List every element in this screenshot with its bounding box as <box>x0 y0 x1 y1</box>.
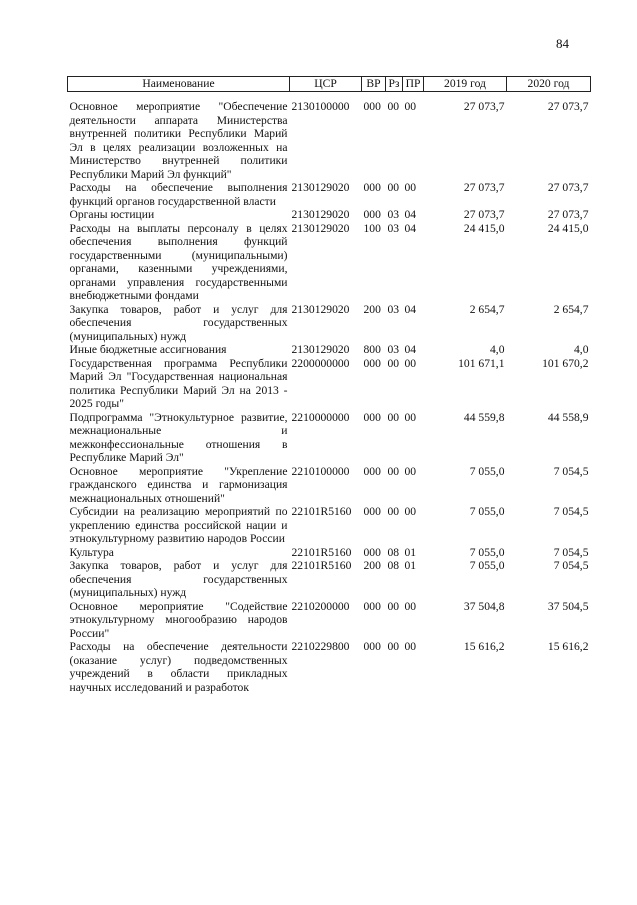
header-2019: 2019 год <box>424 77 507 92</box>
row-pr: 00 <box>404 181 417 194</box>
row-name: Иные бюджетные ассигнования <box>69 343 227 356</box>
row-2019: 27 073,7 <box>463 208 505 221</box>
row-2019: 27 073,7 <box>463 100 505 113</box>
table-row <box>68 505 591 546</box>
row-pr: 00 <box>404 100 417 113</box>
header-rz: Рз <box>386 77 403 92</box>
row-2020: 7 054,5 <box>553 464 589 478</box>
row-rz: 08 <box>387 545 400 559</box>
row-name: Государственная программа Республики Марий Эл "Государственная национальная политика Республики Марий Эл на 2013 - 2025 годы" <box>69 356 288 410</box>
row-pr: 00 <box>404 505 417 518</box>
page-number: 84 <box>556 36 569 51</box>
row-name: Расходы на обеспечение выполнения функций органов государственной власти <box>69 181 288 208</box>
table-row <box>68 303 591 344</box>
row-2020: 7 054,5 <box>553 559 589 572</box>
row-pr: 04 <box>404 208 417 221</box>
row-name: Культура <box>69 545 114 559</box>
header-csr: ЦСР <box>290 77 362 92</box>
row-csr: 2210200000 <box>291 599 350 613</box>
row-2019: 27 073,7 <box>463 181 505 194</box>
row-2020: 24 415,0 <box>547 221 589 235</box>
row-2020: 15 616,2 <box>547 640 589 653</box>
table-row <box>68 411 591 465</box>
row-name: Расходы на выплаты персоналу в целях обеспечения выполнения функций государственными (муниципальными) органами, казенными учреждениями, органами управления государственными внебюджетными фондами <box>69 221 288 302</box>
row-2020: 7 054,5 <box>553 545 589 559</box>
row-2019: 44 559,8 <box>463 410 505 424</box>
row-rz: 03 <box>387 302 400 316</box>
row-pr: 01 <box>404 559 417 572</box>
row-2019: 2 654,7 <box>469 302 505 316</box>
row-csr: 2130129020 <box>291 181 350 194</box>
row-rz: 00 <box>387 356 400 370</box>
row-pr: 04 <box>404 343 417 356</box>
row-name: Расходы на обеспечение деятельности (оказание услуг) подведомственных учреждений в области прикладных научных исследований и разработок <box>69 640 288 694</box>
row-name: Основное мероприятие "Укрепление гражданского единства и гармонизация межнациональных отношений" <box>69 464 288 505</box>
row-vr: 800 <box>363 343 381 356</box>
row-2020: 27 073,7 <box>547 208 589 221</box>
row-name: Органы юстиции <box>69 208 155 221</box>
budget-table <box>67 76 591 694</box>
row-pr: 00 <box>404 356 417 370</box>
row-2019: 24 415,0 <box>463 221 505 235</box>
row-2019: 37 504,8 <box>463 599 505 613</box>
table-row <box>68 357 591 411</box>
header-name: Наименование <box>68 77 290 92</box>
row-2019: 15 616,2 <box>463 640 505 653</box>
row-vr: 100 <box>363 221 381 235</box>
row-csr: 2130100000 <box>291 100 350 113</box>
row-rz: 08 <box>387 559 400 572</box>
row-vr: 000 <box>363 599 381 613</box>
row-pr: 00 <box>404 599 417 613</box>
row-csr: 2210000000 <box>291 410 350 424</box>
row-2020: 37 504,5 <box>547 599 589 613</box>
row-csr: 2210100000 <box>291 464 350 478</box>
table-body <box>68 92 591 695</box>
table-row <box>68 222 591 303</box>
row-rz: 00 <box>387 464 400 478</box>
row-vr: 000 <box>363 356 381 370</box>
row-name: Закупка товаров, работ и услуг для обеспечения государственных (муниципальных) нужд <box>69 559 288 599</box>
table-row <box>68 208 591 222</box>
row-vr: 000 <box>363 640 381 653</box>
row-2020: 101 670,2 <box>542 356 589 370</box>
row-csr: 2200000000 <box>291 356 350 370</box>
row-pr: 00 <box>404 410 417 424</box>
row-rz: 00 <box>387 181 400 194</box>
header-pr: ПР <box>403 77 424 92</box>
row-vr: 000 <box>363 100 381 113</box>
row-csr: 2130129020 <box>291 302 350 316</box>
table-row <box>68 600 591 641</box>
row-vr: 200 <box>363 559 381 572</box>
row-pr: 01 <box>404 545 417 559</box>
row-csr: 22101R5160 <box>291 505 352 518</box>
row-csr: 2210229800 <box>291 640 350 653</box>
row-pr: 00 <box>404 464 417 478</box>
row-pr: 04 <box>404 221 417 235</box>
row-name: Основное мероприятие "Обеспечение деятельности аппарата Министерства внутренней политики Республики Марий Эл в целях реализации возложенных на Министерство внутренней политики Республики Марий Эл функций" <box>69 100 288 181</box>
row-vr: 000 <box>363 181 381 194</box>
table-row <box>68 181 591 208</box>
row-rz: 00 <box>387 410 400 424</box>
row-name: Подпрограмма "Этнокультурное развитие, межнациональные и межконфессиональные отношения в Республике Марий Эл" <box>69 410 288 464</box>
row-name: Субсидии на реализацию мероприятий по укреплению единства российской нации и этнокультурному развитию народов России <box>69 505 288 545</box>
header-vr: ВР <box>362 77 386 92</box>
row-vr: 000 <box>363 505 381 518</box>
row-2020: 27 073,7 <box>547 181 589 194</box>
row-2019: 101 671,1 <box>458 356 505 370</box>
row-2019: 7 055,0 <box>469 559 505 572</box>
row-csr: 2130129020 <box>291 221 350 235</box>
row-csr: 2130129020 <box>291 343 350 356</box>
row-rz: 03 <box>387 221 400 235</box>
row-csr: 2130129020 <box>291 208 350 221</box>
row-name: Закупка товаров, работ и услуг для обеспечения государственных (муниципальных) нужд <box>69 302 288 343</box>
header-2020: 2020 год <box>507 77 591 92</box>
table-row <box>68 343 591 357</box>
row-2020: 44 558,9 <box>547 410 589 424</box>
row-vr: 000 <box>363 208 381 221</box>
table-row <box>68 465 591 506</box>
row-pr: 00 <box>404 640 417 653</box>
table-row <box>68 100 591 181</box>
row-2020: 27 073,7 <box>547 100 589 113</box>
row-rz: 00 <box>387 100 400 113</box>
row-vr: 200 <box>363 302 381 316</box>
row-vr: 000 <box>363 410 381 424</box>
row-2019: 7 055,0 <box>469 545 505 559</box>
table-row <box>68 640 591 694</box>
row-rz: 00 <box>387 640 400 653</box>
row-name: Основное мероприятие "Содействие этнокультурному многообразию народов России" <box>69 599 288 640</box>
row-csr: 22101R5160 <box>291 559 352 572</box>
row-vr: 000 <box>363 464 381 478</box>
row-vr: 000 <box>363 545 381 559</box>
table-row <box>68 559 591 600</box>
row-2020: 4,0 <box>574 343 589 356</box>
row-csr: 22101R5160 <box>291 545 352 559</box>
row-pr: 04 <box>404 302 417 316</box>
table-header <box>68 77 591 92</box>
row-2019: 4,0 <box>490 343 505 356</box>
row-rz: 00 <box>387 505 400 518</box>
row-2020: 7 054,5 <box>553 505 589 518</box>
row-2019: 7 055,0 <box>469 505 505 518</box>
row-rz: 00 <box>387 599 400 613</box>
row-2020: 2 654,7 <box>553 302 589 316</box>
row-rz: 03 <box>387 208 400 221</box>
row-2019: 7 055,0 <box>469 464 505 478</box>
row-rz: 03 <box>387 343 400 356</box>
table-row <box>68 546 591 560</box>
